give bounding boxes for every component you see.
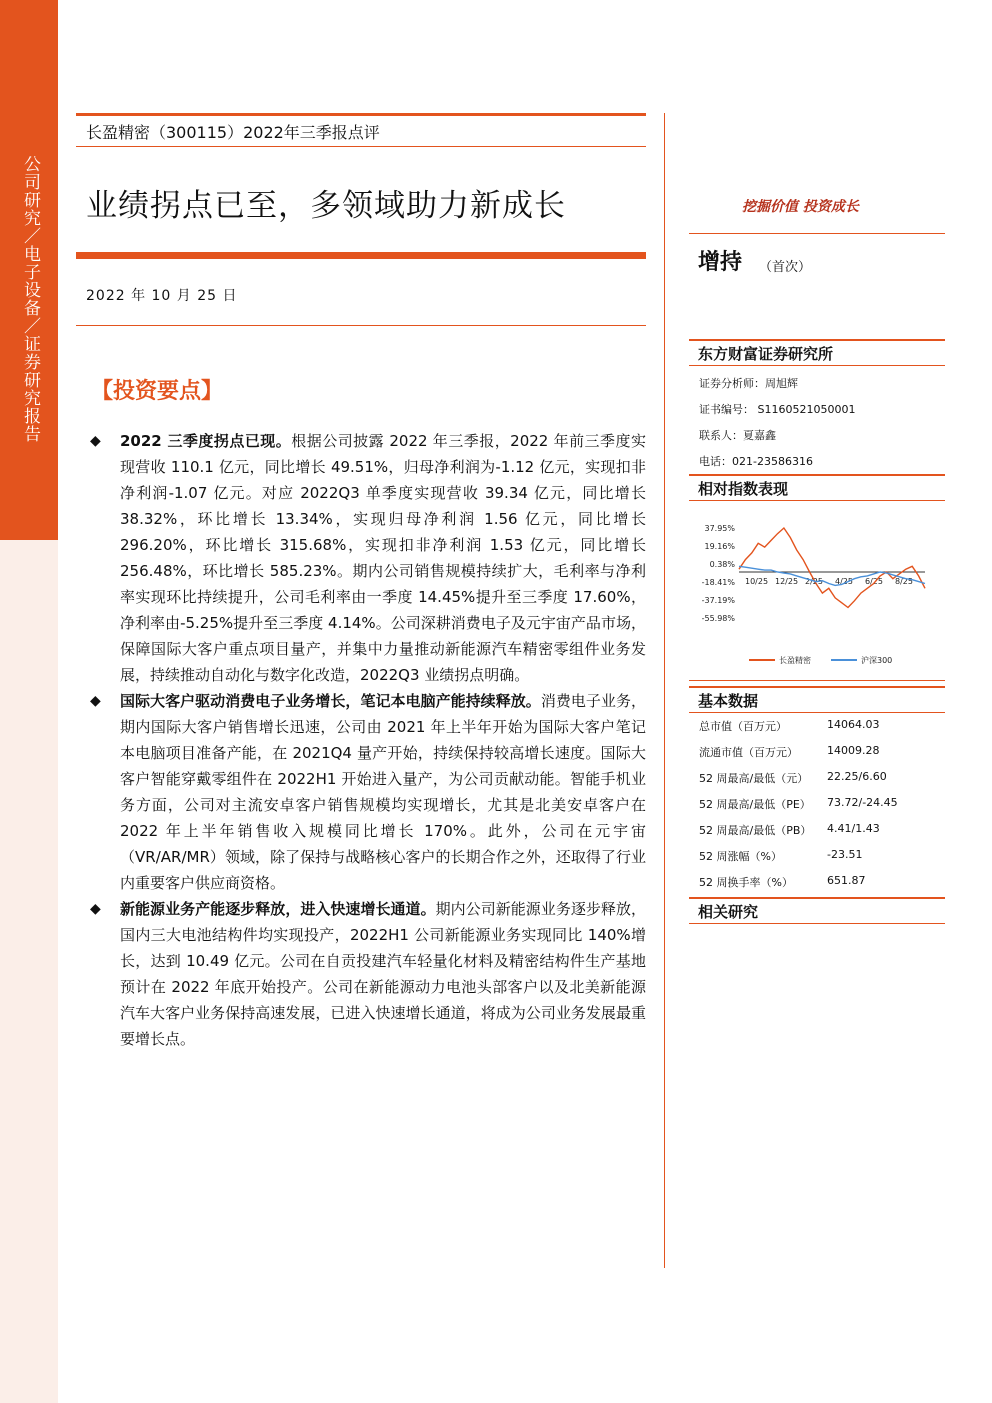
top-rule	[76, 113, 646, 116]
sidebar-category: 公司研究／电子设备／证券研究报告	[20, 155, 40, 443]
stats-value: 14009.28	[827, 744, 880, 757]
basic-data-title: 基本数据	[698, 692, 759, 710]
rating-note: （首次）	[759, 260, 812, 275]
index-section-title: 相对指数表现	[698, 480, 789, 498]
legend-label: 长盈精密	[779, 656, 811, 665]
stats-label: 52 周最高/最低（PE）	[699, 798, 811, 811]
x-tick-label: 10/25	[745, 576, 769, 586]
list-item	[90, 688, 646, 896]
institute-title: 东方财富证券研究所	[698, 345, 834, 363]
headline: 业绩拐点已至，多领域助力新成长	[86, 188, 566, 224]
bullet-lead: 2022 三季度拐点已现。	[120, 432, 292, 450]
index-section	[689, 474, 945, 501]
stats-label: 52 周换手率（%）	[699, 876, 793, 889]
header-rule	[76, 146, 646, 147]
stats-value: -23.51	[827, 848, 863, 861]
column-divider	[664, 113, 665, 1268]
x-tick-label: 8/25	[895, 576, 913, 586]
institute-section	[689, 339, 945, 366]
x-tick-label: 4/25	[835, 576, 853, 586]
bullet-body: 消费电子业务，期内国际大客户销售增长迅速，公司由 2021 年上半年开始为国际大客户笔记本电脑项目准备产能，在 2021Q4 量产开始，持续保持较高增长速度。国际大客户智能穿戴零组件在 2022H1 开始进入量产，为公司贡献动能。智能手机业务方面，公司对主流安卓客户销售规模均实现增长，尤其是北美安卓客户在 2022 年上半年销售收入规模同比增长 170%。此外，公司在元宇宙（VR/AR/MR）领域，除了保持与战略核心客户的长期合作之外，还取得了行业内重要客户供应商资格。	[120, 692, 646, 892]
diamond-bullet-icon: ◆	[90, 901, 101, 917]
stats-value: 73.72/-24.45	[827, 796, 898, 809]
stats-label: 流通市值（百万元）	[699, 746, 798, 759]
related-section	[689, 897, 945, 924]
y-tick-label: 19.16%	[704, 542, 735, 552]
thick-rule	[76, 252, 646, 259]
stats-label: 52 周最高/最低（PB）	[699, 824, 812, 837]
list-item	[90, 428, 646, 688]
slogan: 挖掘价值 投资成长	[742, 199, 859, 215]
section-title: 【投资要点】	[91, 378, 224, 404]
stats-label: 总市值（百万元）	[699, 720, 787, 733]
sidebar	[0, 0, 58, 1403]
stats-value: 14064.03	[827, 718, 880, 731]
basic-data-section	[689, 686, 945, 713]
y-tick-label: -37.19%	[701, 595, 735, 605]
bullet-lead: 国际大客户驱动消费电子业务增长，笔记本电脑产能持续释放。	[120, 692, 541, 710]
bullet-text	[120, 428, 646, 688]
stats-label: 52 周涨幅（%）	[699, 850, 782, 863]
diamond-bullet-icon: ◆	[90, 693, 101, 709]
y-tick-label: -55.98%	[701, 614, 735, 623]
y-tick-label: 37.95%	[704, 524, 735, 533]
bullet-body: 期内公司新能源业务逐步释放，国内三大电池结构件均实现投产，2022H1 公司新能源业务实现同比 140%增长，达到 10.49 亿元。公司在自贡投建汽车轻量化材料及精密结构件生产基地预计在 2022 年底开始投产。公司在新能源动力电池头部客户以及北美新能源汽车大客户业务保持高速发展，已进入快速增长通道，将成为公司业务发展最重要增长点。	[120, 900, 646, 1048]
y-tick-label: 0.38%	[709, 559, 735, 569]
bullet-text	[120, 688, 646, 896]
bullet-list	[90, 428, 646, 1052]
list-item	[90, 896, 646, 1052]
bullet-text	[120, 896, 646, 1052]
stats-value: 4.41/1.43	[827, 822, 880, 835]
x-tick-label: 6/25	[865, 576, 883, 586]
chart-rule	[689, 680, 945, 681]
diamond-bullet-icon: ◆	[90, 433, 101, 449]
stats-value: 22.25/6.60	[827, 770, 887, 783]
report-title: 长盈精密（300115）2022年三季报点评	[86, 123, 380, 142]
y-tick-label: -18.41%	[701, 578, 735, 588]
stats-value: 651.87	[827, 874, 866, 887]
x-tick-label: 2/25	[805, 576, 823, 586]
relative-index-chart	[689, 512, 945, 672]
bullet-lead: 新能源业务产能逐步释放，进入快速增长通道。	[120, 900, 436, 918]
legend-label: 沪深300	[861, 656, 893, 665]
bullet-body: 根据公司披露 2022 年三季报，2022 年前三季度实现营收 110.1 亿元，同比增长 49.51%，归母净利润为-1.12 亿元，实现扣非净利润-1.07 亿元。对应 2022Q3 单季度实现营收 39.34 亿元，同比增长 38.32%，环比增长 13.34%，实现归母净利润 1.56 亿元，同比增长 296.20%，环比增长 315.68%，实现扣非净利润 1.53 亿元，同比增长 256.48%，环比增长 585.23%。期内公司销售规模持续扩大，毛利率与净利率实现环比持续提升，公司毛利率由一季度 14.45%提升至三季度 17.60%，净利率由-5.25%提升至三季度 4.14%。公司深耕消费电子及元宇宙产品市场，保障国际大客户重点项目量产，并集中力量推动新能源汽车精密零组件业务发展，持续推动自动化与数字化改造，2022Q3 业绩拐点明确。	[120, 432, 646, 684]
analyst: 证券分析师：周旭辉	[699, 377, 798, 390]
contact: 联系人：夏嘉鑫	[699, 429, 776, 442]
x-tick-label: 12/25	[775, 576, 799, 586]
rating-label: 增持	[698, 250, 743, 275]
phone: 电话：021-23586316	[699, 455, 813, 468]
date-rule	[76, 325, 646, 326]
series-line	[739, 528, 925, 608]
sidebar-accent	[0, 0, 58, 540]
cert-number: 证书编号： S1160521050001	[699, 403, 856, 416]
stats-label: 52 周最高/最低（元）	[699, 772, 809, 785]
rating-rule	[689, 233, 945, 234]
report-date: 2022 年 10 月 25 日	[86, 288, 238, 304]
related-title: 相关研究	[698, 903, 759, 921]
